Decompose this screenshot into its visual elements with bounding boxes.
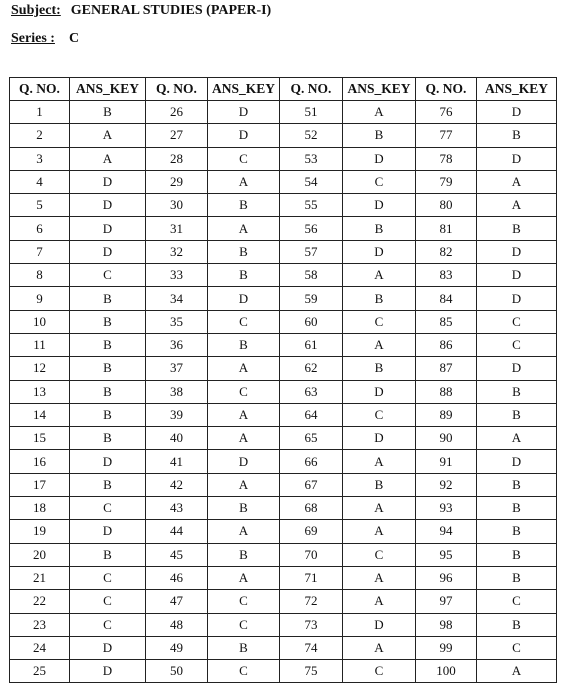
- answer-key-cell: A: [343, 566, 416, 589]
- series-line: [11, 31, 79, 47]
- table-row: [10, 217, 557, 240]
- question-number-cell: 10: [10, 310, 70, 333]
- answer-key-cell: A: [343, 101, 416, 124]
- answer-key-cell: B: [208, 497, 280, 520]
- table-row: [10, 380, 557, 403]
- question-number-cell: 83: [416, 264, 477, 287]
- question-number-cell: 99: [416, 636, 477, 659]
- answer-key-cell: A: [208, 473, 280, 496]
- answer-key-cell: A: [70, 124, 146, 147]
- question-number-cell: 37: [146, 357, 208, 380]
- answer-key-cell: B: [477, 124, 557, 147]
- question-number-cell: 56: [280, 217, 343, 240]
- answer-key-cell: A: [477, 194, 557, 217]
- answer-key-cell: C: [208, 147, 280, 170]
- column-header-answer-key: ANS_KEY: [70, 78, 146, 101]
- answer-key-cell: D: [477, 264, 557, 287]
- question-number-cell: 24: [10, 636, 70, 659]
- answer-key-cell: C: [70, 566, 146, 589]
- table-row: [10, 613, 557, 636]
- question-number-cell: 39: [146, 403, 208, 426]
- answer-key-cell: D: [477, 101, 557, 124]
- answer-key-cell: C: [208, 613, 280, 636]
- table-row: [10, 101, 557, 124]
- question-number-cell: 98: [416, 613, 477, 636]
- question-number-cell: 9: [10, 287, 70, 310]
- question-number-cell: 14: [10, 403, 70, 426]
- answer-key-cell: B: [343, 287, 416, 310]
- question-number-cell: 55: [280, 194, 343, 217]
- question-number-cell: 45: [146, 543, 208, 566]
- question-number-cell: 23: [10, 613, 70, 636]
- answer-key-cell: B: [343, 357, 416, 380]
- table-row: [10, 147, 557, 170]
- answer-key-cell: B: [477, 380, 557, 403]
- question-number-cell: 6: [10, 217, 70, 240]
- question-number-cell: 12: [10, 357, 70, 380]
- question-number-cell: 54: [280, 170, 343, 193]
- question-number-cell: 59: [280, 287, 343, 310]
- question-number-cell: 71: [280, 566, 343, 589]
- answer-key-cell: D: [477, 240, 557, 263]
- table-row: [10, 450, 557, 473]
- answer-key-cell: B: [208, 636, 280, 659]
- question-number-cell: 64: [280, 403, 343, 426]
- question-number-cell: 53: [280, 147, 343, 170]
- question-number-cell: 31: [146, 217, 208, 240]
- answer-key-cell: C: [208, 660, 280, 683]
- answer-key-cell: D: [343, 194, 416, 217]
- table-row: [10, 590, 557, 613]
- table-row: [10, 333, 557, 356]
- question-number-cell: 100: [416, 660, 477, 683]
- answer-key-cell: A: [70, 147, 146, 170]
- question-number-cell: 33: [146, 264, 208, 287]
- question-number-cell: 66: [280, 450, 343, 473]
- question-number-cell: 89: [416, 403, 477, 426]
- table-row: [10, 170, 557, 193]
- table-row: [10, 543, 557, 566]
- question-number-cell: 62: [280, 357, 343, 380]
- question-number-cell: 76: [416, 101, 477, 124]
- question-number-cell: 34: [146, 287, 208, 310]
- series-label: Series :: [11, 31, 55, 46]
- question-number-cell: 67: [280, 473, 343, 496]
- answer-key-body: [10, 101, 557, 683]
- question-number-cell: 47: [146, 590, 208, 613]
- question-number-cell: 18: [10, 497, 70, 520]
- answer-key-cell: D: [477, 147, 557, 170]
- answer-key-cell: A: [477, 660, 557, 683]
- answer-key-cell: C: [208, 590, 280, 613]
- question-number-cell: 50: [146, 660, 208, 683]
- column-header-question-number: Q. NO.: [10, 78, 70, 101]
- answer-key-cell: A: [343, 636, 416, 659]
- answer-key-cell: D: [70, 660, 146, 683]
- question-number-cell: 22: [10, 590, 70, 613]
- question-number-cell: 92: [416, 473, 477, 496]
- question-number-cell: 74: [280, 636, 343, 659]
- table-row: [10, 357, 557, 380]
- answer-key-cell: B: [477, 403, 557, 426]
- answer-key-cell: C: [477, 636, 557, 659]
- answer-key-cell: D: [208, 450, 280, 473]
- answer-key-cell: C: [70, 590, 146, 613]
- question-number-cell: 82: [416, 240, 477, 263]
- answer-key-cell: C: [343, 660, 416, 683]
- answer-key-cell: A: [343, 450, 416, 473]
- question-number-cell: 57: [280, 240, 343, 263]
- answer-key-cell: B: [70, 427, 146, 450]
- answer-key-cell: C: [343, 310, 416, 333]
- answer-key-cell: A: [477, 427, 557, 450]
- answer-key-cell: B: [70, 357, 146, 380]
- question-number-cell: 44: [146, 520, 208, 543]
- answer-key-cell: B: [477, 217, 557, 240]
- question-number-cell: 77: [416, 124, 477, 147]
- answer-key-cell: D: [208, 101, 280, 124]
- answer-key-cell: C: [208, 380, 280, 403]
- answer-key-cell: D: [343, 380, 416, 403]
- column-header-answer-key: ANS_KEY: [208, 78, 280, 101]
- question-number-cell: 17: [10, 473, 70, 496]
- question-number-cell: 36: [146, 333, 208, 356]
- answer-key-cell: A: [208, 427, 280, 450]
- question-number-cell: 81: [416, 217, 477, 240]
- answer-key-cell: A: [208, 170, 280, 193]
- question-number-cell: 26: [146, 101, 208, 124]
- column-header-question-number: Q. NO.: [416, 78, 477, 101]
- question-number-cell: 95: [416, 543, 477, 566]
- answer-key-cell: C: [343, 543, 416, 566]
- question-number-cell: 29: [146, 170, 208, 193]
- question-number-cell: 21: [10, 566, 70, 589]
- question-number-cell: 25: [10, 660, 70, 683]
- answer-key-cell: B: [208, 543, 280, 566]
- answer-key-cell: B: [477, 473, 557, 496]
- question-number-cell: 75: [280, 660, 343, 683]
- question-number-cell: 70: [280, 543, 343, 566]
- answer-key-cell: C: [477, 310, 557, 333]
- subject-line: [11, 3, 271, 19]
- series-value: C: [68, 31, 80, 46]
- table-row: [10, 520, 557, 543]
- answer-key-cell: A: [343, 590, 416, 613]
- answer-key-cell: B: [477, 520, 557, 543]
- answer-key-cell: B: [70, 333, 146, 356]
- table-row: [10, 240, 557, 263]
- answer-key-cell: C: [70, 264, 146, 287]
- answer-key-cell: B: [70, 380, 146, 403]
- question-number-cell: 8: [10, 264, 70, 287]
- answer-key-cell: D: [343, 147, 416, 170]
- question-number-cell: 68: [280, 497, 343, 520]
- answer-key-cell: C: [343, 403, 416, 426]
- question-number-cell: 97: [416, 590, 477, 613]
- table-row: [10, 636, 557, 659]
- answer-key-cell: D: [70, 520, 146, 543]
- answer-key-cell: C: [70, 613, 146, 636]
- table-row: [10, 403, 557, 426]
- answer-key-cell: D: [477, 287, 557, 310]
- answer-key-cell: A: [343, 333, 416, 356]
- question-number-cell: 13: [10, 380, 70, 403]
- answer-key-cell: B: [208, 264, 280, 287]
- answer-key-cell: B: [343, 473, 416, 496]
- question-number-cell: 41: [146, 450, 208, 473]
- question-number-cell: 43: [146, 497, 208, 520]
- question-number-cell: 84: [416, 287, 477, 310]
- question-number-cell: 1: [10, 101, 70, 124]
- question-number-cell: 96: [416, 566, 477, 589]
- question-number-cell: 87: [416, 357, 477, 380]
- answer-key-cell: A: [343, 520, 416, 543]
- answer-key-cell: C: [208, 310, 280, 333]
- answer-key-cell: D: [208, 287, 280, 310]
- answer-key-cell: A: [208, 403, 280, 426]
- header-row: [10, 78, 557, 101]
- answer-key-cell: B: [477, 566, 557, 589]
- question-number-cell: 58: [280, 264, 343, 287]
- column-header-question-number: Q. NO.: [146, 78, 208, 101]
- answer-key-cell: D: [70, 170, 146, 193]
- answer-key-cell: B: [70, 403, 146, 426]
- column-header-answer-key: ANS_KEY: [343, 78, 416, 101]
- question-number-cell: 49: [146, 636, 208, 659]
- answer-key-cell: D: [70, 450, 146, 473]
- question-number-cell: 20: [10, 543, 70, 566]
- table-row: [10, 427, 557, 450]
- question-number-cell: 94: [416, 520, 477, 543]
- subject-value: GENERAL STUDIES (PAPER-I): [70, 3, 272, 18]
- table-row: [10, 497, 557, 520]
- answer-key-cell: B: [343, 217, 416, 240]
- answer-key-cell: A: [208, 520, 280, 543]
- question-number-cell: 7: [10, 240, 70, 263]
- answer-key-cell: C: [70, 497, 146, 520]
- table-row: [10, 194, 557, 217]
- table-row: [10, 566, 557, 589]
- answer-key-cell: D: [343, 427, 416, 450]
- answer-key-cell: D: [70, 636, 146, 659]
- question-number-cell: 28: [146, 147, 208, 170]
- question-number-cell: 51: [280, 101, 343, 124]
- answer-key-cell: D: [477, 357, 557, 380]
- question-number-cell: 30: [146, 194, 208, 217]
- answer-key-cell: B: [477, 497, 557, 520]
- table-row: [10, 264, 557, 287]
- answer-key-cell: D: [477, 450, 557, 473]
- answer-key-cell: B: [477, 543, 557, 566]
- answer-key-cell: B: [70, 101, 146, 124]
- question-number-cell: 35: [146, 310, 208, 333]
- question-number-cell: 88: [416, 380, 477, 403]
- question-number-cell: 42: [146, 473, 208, 496]
- question-number-cell: 15: [10, 427, 70, 450]
- table-row: [10, 310, 557, 333]
- answer-key-cell: B: [70, 473, 146, 496]
- question-number-cell: 85: [416, 310, 477, 333]
- answer-key-cell: D: [70, 194, 146, 217]
- answer-key-cell: C: [343, 170, 416, 193]
- question-number-cell: 19: [10, 520, 70, 543]
- answer-key-cell: D: [343, 613, 416, 636]
- answer-key-cell: C: [477, 333, 557, 356]
- question-number-cell: 93: [416, 497, 477, 520]
- answer-key-cell: B: [208, 240, 280, 263]
- question-number-cell: 4: [10, 170, 70, 193]
- answer-key-cell: B: [208, 333, 280, 356]
- answer-key-cell: A: [343, 264, 416, 287]
- answer-key-cell: B: [70, 310, 146, 333]
- question-number-cell: 46: [146, 566, 208, 589]
- question-number-cell: 38: [146, 380, 208, 403]
- answer-key-cell: B: [70, 287, 146, 310]
- question-number-cell: 52: [280, 124, 343, 147]
- question-number-cell: 79: [416, 170, 477, 193]
- subject-label: Subject:: [11, 3, 61, 18]
- table-row: [10, 124, 557, 147]
- answer-key-cell: C: [477, 590, 557, 613]
- question-number-cell: 40: [146, 427, 208, 450]
- question-number-cell: 32: [146, 240, 208, 263]
- answer-key-cell: B: [343, 124, 416, 147]
- question-number-cell: 78: [416, 147, 477, 170]
- question-number-cell: 65: [280, 427, 343, 450]
- answer-key-cell: B: [70, 543, 146, 566]
- column-header-question-number: Q. NO.: [280, 78, 343, 101]
- answer-key-cell: D: [70, 240, 146, 263]
- question-number-cell: 11: [10, 333, 70, 356]
- question-number-cell: 60: [280, 310, 343, 333]
- question-number-cell: 63: [280, 380, 343, 403]
- answer-key-cell: B: [477, 613, 557, 636]
- answer-key-cell: A: [477, 170, 557, 193]
- question-number-cell: 3: [10, 147, 70, 170]
- table-row: [10, 660, 557, 683]
- answer-key-cell: A: [343, 497, 416, 520]
- question-number-cell: 5: [10, 194, 70, 217]
- column-header-answer-key: ANS_KEY: [477, 78, 557, 101]
- question-number-cell: 90: [416, 427, 477, 450]
- answer-key-cell: D: [70, 217, 146, 240]
- answer-key-cell: A: [208, 357, 280, 380]
- answer-key-cell: D: [208, 124, 280, 147]
- answer-key-cell: B: [208, 194, 280, 217]
- question-number-cell: 2: [10, 124, 70, 147]
- question-number-cell: 48: [146, 613, 208, 636]
- question-number-cell: 69: [280, 520, 343, 543]
- question-number-cell: 72: [280, 590, 343, 613]
- question-number-cell: 91: [416, 450, 477, 473]
- question-number-cell: 80: [416, 194, 477, 217]
- table-row: [10, 473, 557, 496]
- question-number-cell: 16: [10, 450, 70, 473]
- answer-key-cell: D: [343, 240, 416, 263]
- table-row: [10, 287, 557, 310]
- answer-key-table: [9, 77, 557, 683]
- question-number-cell: 73: [280, 613, 343, 636]
- question-number-cell: 86: [416, 333, 477, 356]
- answer-key-cell: A: [208, 566, 280, 589]
- question-number-cell: 27: [146, 124, 208, 147]
- answer-key-cell: A: [208, 217, 280, 240]
- question-number-cell: 61: [280, 333, 343, 356]
